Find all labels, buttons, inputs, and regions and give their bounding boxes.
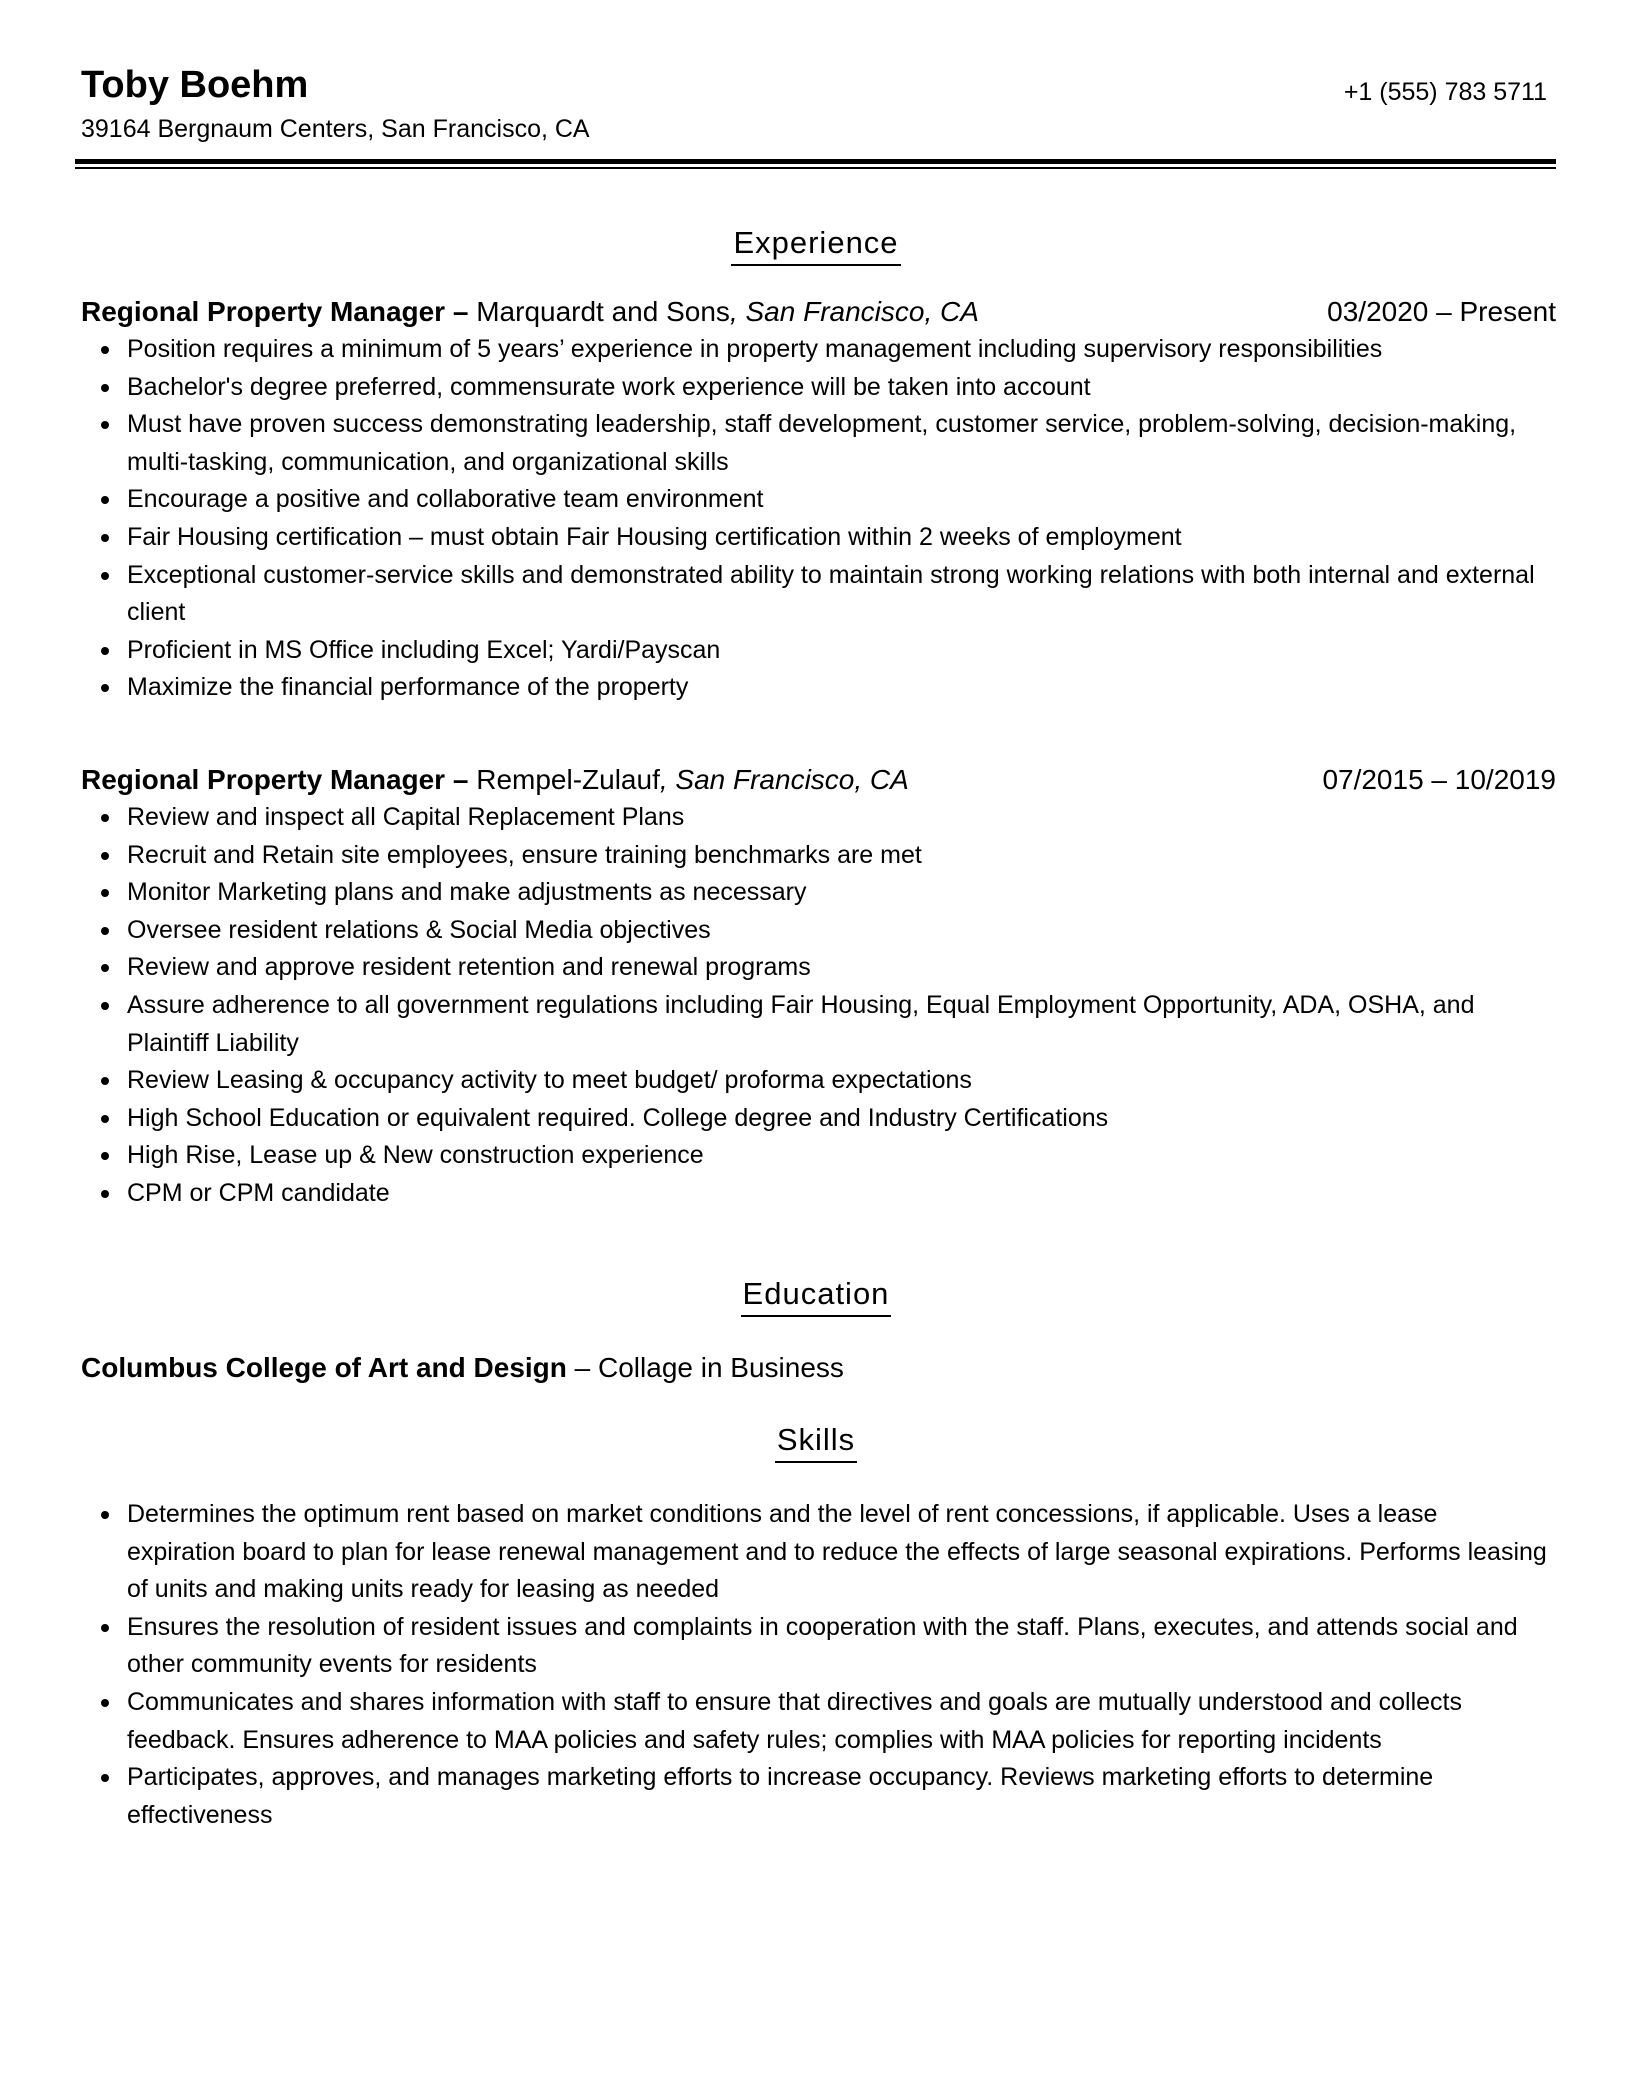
education-heading-label: Education [741, 1275, 892, 1317]
list-item: Encourage a positive and collaborative team environment [81, 481, 1556, 519]
list-item: Bachelor's degree preferred, commensurate work experience will be taken into account [81, 369, 1556, 407]
job-title-row [81, 761, 1556, 799]
education-heading [0, 1275, 1632, 1317]
list-item: Review and approve resident retention and renewal programs [81, 949, 1556, 987]
list-item: Position requires a minimum of 5 years’ experience in property management including supervisory responsibilities [81, 331, 1556, 369]
job-location: , San Francisco, CA [729, 296, 979, 327]
list-item: CPM or CPM candidate [81, 1175, 1556, 1213]
list-item: High School Education or equivalent required. College degree and Industry Certifications [81, 1100, 1556, 1138]
list-item: Must have proven success demonstrating leadership, staff development, customer service, problem-solving, decision-making, multi-tasking, communication, and organizational skills [81, 406, 1556, 481]
list-item: Participates, approves, and manages marketing efforts to increase occupancy. Reviews marketing efforts to determine effectiveness [81, 1759, 1561, 1834]
candidate-address: 39164 Bergnaum Centers, San Francisco, CA [81, 115, 590, 143]
job-company: Rempel-Zulauf [468, 764, 660, 795]
education-school: Columbus College of Art and Design [81, 1352, 567, 1383]
list-item: Proficient in MS Office including Excel; Yardi/Payscan [81, 632, 1556, 670]
list-item: Fair Housing certification – must obtain Fair Housing certification within 2 weeks of employment [81, 519, 1556, 557]
list-item: Communicates and shares information with staff to ensure that directives and goals are mutually understood and collects feedback. Ensures adherence to MAA policies and safety rules; complies with MAA policies for reporting incidents [81, 1684, 1561, 1759]
job-location: , San Francisco, CA [659, 764, 909, 795]
experience-heading-label: Experience [731, 224, 900, 266]
list-item: Maximize the financial performance of the property [81, 669, 1556, 707]
skills-section [81, 1496, 1561, 1834]
list-item: Oversee resident relations & Social Media objectives [81, 912, 1556, 950]
header-divider-thin [75, 167, 1556, 169]
job-dates: 07/2015 – 10/2019 [1322, 764, 1556, 795]
job-bullet-list [81, 331, 1556, 707]
job-title: Regional Property Manager – [81, 296, 469, 327]
list-item: Review and inspect all Capital Replacement Plans [81, 799, 1556, 837]
education-entry [81, 1349, 844, 1387]
job-dates: 03/2020 – Present [1327, 296, 1556, 327]
skills-heading-label: Skills [775, 1421, 857, 1463]
skills-bullet-list [81, 1496, 1561, 1834]
skills-heading [0, 1421, 1632, 1463]
candidate-name: Toby Boehm [81, 64, 309, 106]
experience-heading [0, 224, 1632, 266]
job-bullet-list [81, 799, 1556, 1213]
list-item: Recruit and Retain site employees, ensure training benchmarks are met [81, 837, 1556, 875]
list-item: Exceptional customer-service skills and demonstrated ability to maintain strong working relations with both internal and external client [81, 557, 1556, 632]
job-title-row [81, 293, 1556, 331]
list-item: Review Leasing & occupancy activity to meet budget/ proforma expectations [81, 1062, 1556, 1100]
header-divider-thick [75, 159, 1556, 164]
list-item: High Rise, Lease up & New construction experience [81, 1137, 1556, 1175]
education-degree: – Collage in Business [566, 1352, 844, 1383]
job-entry [81, 761, 1556, 1213]
list-item: Assure adherence to all government regulations including Fair Housing, Equal Employment Opportunity, ADA, OSHA, and Plaintiff Liability [81, 987, 1556, 1062]
job-title: Regional Property Manager – [81, 764, 469, 795]
candidate-phone: +1 (555) 783 5711 [1343, 78, 1547, 106]
job-entry [81, 293, 1556, 707]
job-company: Marquardt and Sons [468, 296, 730, 327]
list-item: Determines the optimum rent based on market conditions and the level of rent concessions, if applicable. Uses a lease expiration board to plan for lease renewal management and to reduce the effects of large seasonal expirations. Performs leasing of units and making units ready for leasing as needed [81, 1496, 1561, 1609]
list-item: Ensures the resolution of resident issues and complaints in cooperation with the staff. Plans, executes, and attends social and other community events for residents [81, 1609, 1561, 1684]
list-item: Monitor Marketing plans and make adjustments as necessary [81, 874, 1556, 912]
